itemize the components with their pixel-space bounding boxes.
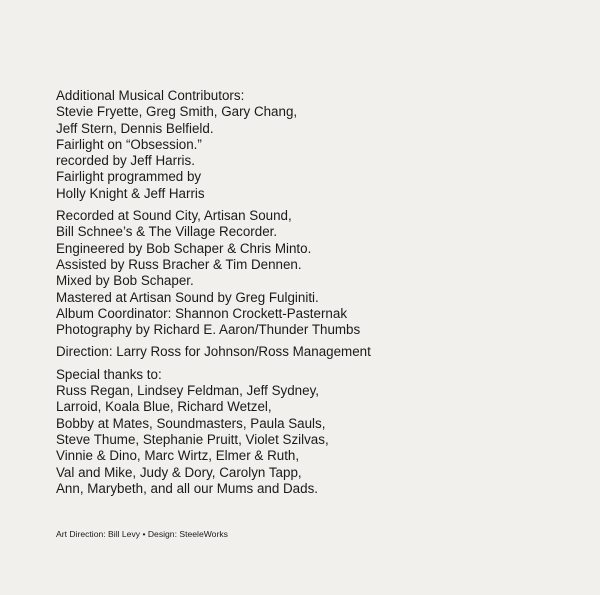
credits-text [56,88,576,503]
credit-line: Recorded at Sound City, Artisan Sound, [56,208,292,224]
credits-block-recording [56,208,576,338]
credit-line: Holly Knight & Jeff Harris [56,185,205,201]
credit-line: Special thanks to: [56,366,162,382]
credit-line: Engineered by Bob Schaper & Chris Minto. [56,240,312,256]
credit-line: Mastered at Artisan Sound by Greg Fulginiti. [56,289,319,305]
credits-block-contributors [56,88,576,202]
credit-line: Russ Regan, Lindsey Feldman, Jeff Sydney, [56,383,319,399]
credits-block-direction [56,344,576,360]
credit-line: Additional Musical Contributors: [56,88,245,103]
credit-line: Fairlight programmed by [56,169,202,185]
art-direction-credit: Art Direction: Bill Levy • Design: SteeleWorks [56,529,228,539]
credit-line: Vinnie & Dino, Marc Wirtz, Elmer & Ruth, [56,448,300,464]
credit-line: Fairlight on “Obsession.” [56,136,202,152]
credit-line: Direction: Larry Ross for Johnson/Ross Management [56,344,371,360]
credit-line: Bill Schnee’s & The Village Recorder. [56,224,278,240]
credit-line: Stevie Fryette, Greg Smith, Gary Chang, [56,104,298,120]
credit-line: Bobby at Mates, Soundmasters, Paula Sauls, [56,415,326,431]
credit-line: Larroid, Koala Blue, Richard Wetzel, [56,399,272,415]
credit-line: recorded by Jeff Harris. [56,153,195,169]
credit-line: Album Coordinator: Shannon Crockett-Pasternak [56,305,348,321]
credit-line: Steve Thume, Stephanie Pruitt, Violet Szilvas, [56,431,329,447]
credit-line: Val and Mike, Judy & Dory, Carolyn Tapp, [56,464,302,480]
credit-line: Jeff Stern, Dennis Belfield. [56,120,214,136]
credit-line: Photography by Richard E. Aaron/Thunder Thumbs [56,322,361,338]
credit-line: Mixed by Bob Schaper. [56,273,194,289]
credits-block-thanks [56,367,576,497]
credit-line: Ann, Marybeth, and all our Mums and Dads. [56,480,318,496]
credit-line: Assisted by Russ Bracher & Tim Dennen. [56,256,302,272]
